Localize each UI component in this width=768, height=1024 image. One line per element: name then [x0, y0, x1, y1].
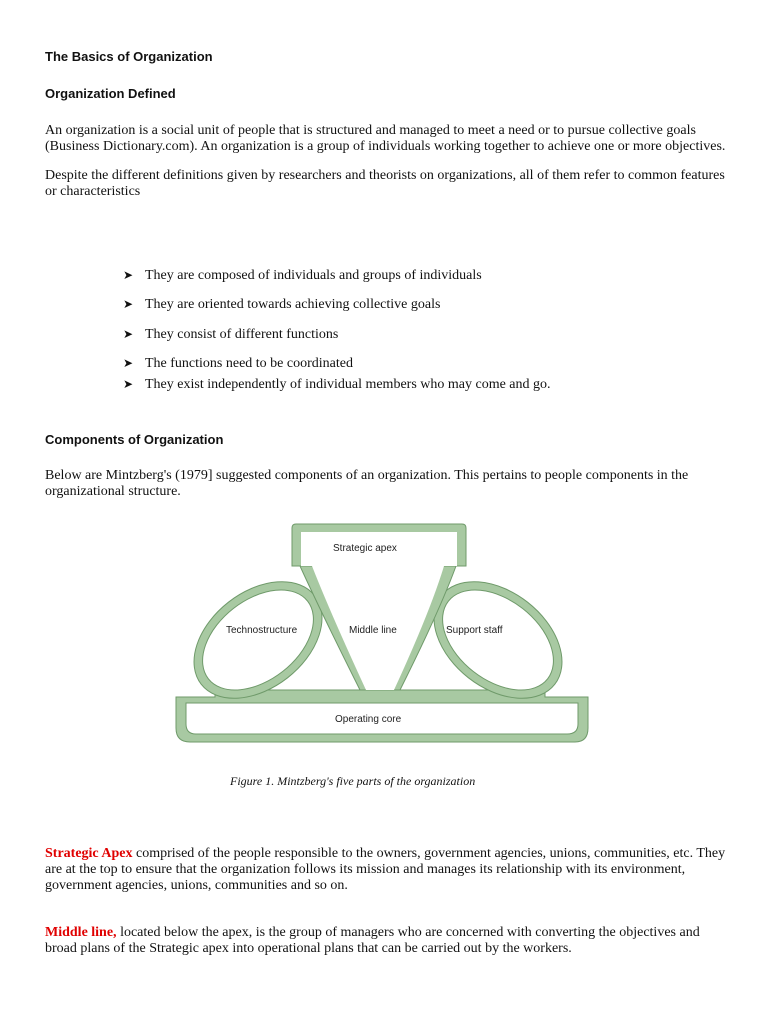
- document-title: The Basics of Organization: [45, 49, 213, 64]
- term-strategic-apex: Strategic Apex: [45, 846, 133, 861]
- label-technostructure: Technostructure: [226, 625, 298, 636]
- bullet-item: [123, 355, 353, 372]
- heading-components: Components of Organization: [45, 432, 224, 447]
- arrow-bullet-icon: ➤: [123, 297, 134, 311]
- paragraph-characteristics: Despite the different definitions given by researchers and theorists on organizations, all of them refer to common features or characteristics: [45, 168, 725, 199]
- arrow-bullet-icon: ➤: [123, 377, 134, 391]
- bullet-item: [123, 267, 482, 284]
- bullet-text: They are oriented towards achieving collective goals: [145, 297, 441, 312]
- bullet-text: They are composed of individuals and groups of individuals: [145, 268, 482, 283]
- label-strategic-apex: Strategic apex: [333, 543, 397, 554]
- bullet-item: [123, 326, 338, 343]
- label-middle-line: Middle line: [349, 625, 397, 636]
- paragraph-components-intro: Below are Mintzberg's (1979] suggested components of an organization. This pertains to people components in the organizational structure.: [45, 468, 689, 499]
- arrow-bullet-icon: ➤: [123, 268, 134, 282]
- arrow-bullet-icon: ➤: [123, 327, 134, 341]
- paragraph-middle-line: [45, 925, 735, 957]
- definition-text: located below the apex, is the group of managers who are concerned with converting the objectives and broad plans of the Strategic apex into operational plans that can be carried out by the workers.: [45, 925, 700, 956]
- arrow-bullet-icon: ➤: [123, 356, 134, 370]
- paragraph-strategic-apex: [45, 846, 735, 894]
- definition-text: comprised of the people responsible to the owners, government agencies, unions, communities, etc. They are at the top to ensure that the organization follows its mission and manages its relationship with its environment, government agencies, unions, communities and so on.: [45, 846, 726, 893]
- heading-organization-defined: Organization Defined: [45, 86, 176, 101]
- paragraph-definition: An organization is a social unit of people that is structured and managed to meet a need or to pursue collective goals (Business Dictionary.com). An organization is a group of individuals working together to achieve one or more objectives.: [45, 123, 726, 154]
- bullet-item: [123, 296, 440, 313]
- bullet-text: The functions need to be coordinated: [145, 356, 353, 371]
- term-middle-line: Middle line,: [45, 925, 117, 940]
- bullet-text: They consist of different functions: [145, 327, 339, 342]
- figure-caption: Figure 1. Mintzberg's five parts of the organization: [230, 774, 476, 788]
- bullet-item: [123, 376, 551, 393]
- label-support-staff: Support staff: [446, 625, 503, 636]
- label-operating-core: Operating core: [335, 714, 402, 725]
- mintzberg-diagram: [0, 518, 768, 748]
- bullet-text: They exist independently of individual members who may come and go.: [145, 377, 551, 392]
